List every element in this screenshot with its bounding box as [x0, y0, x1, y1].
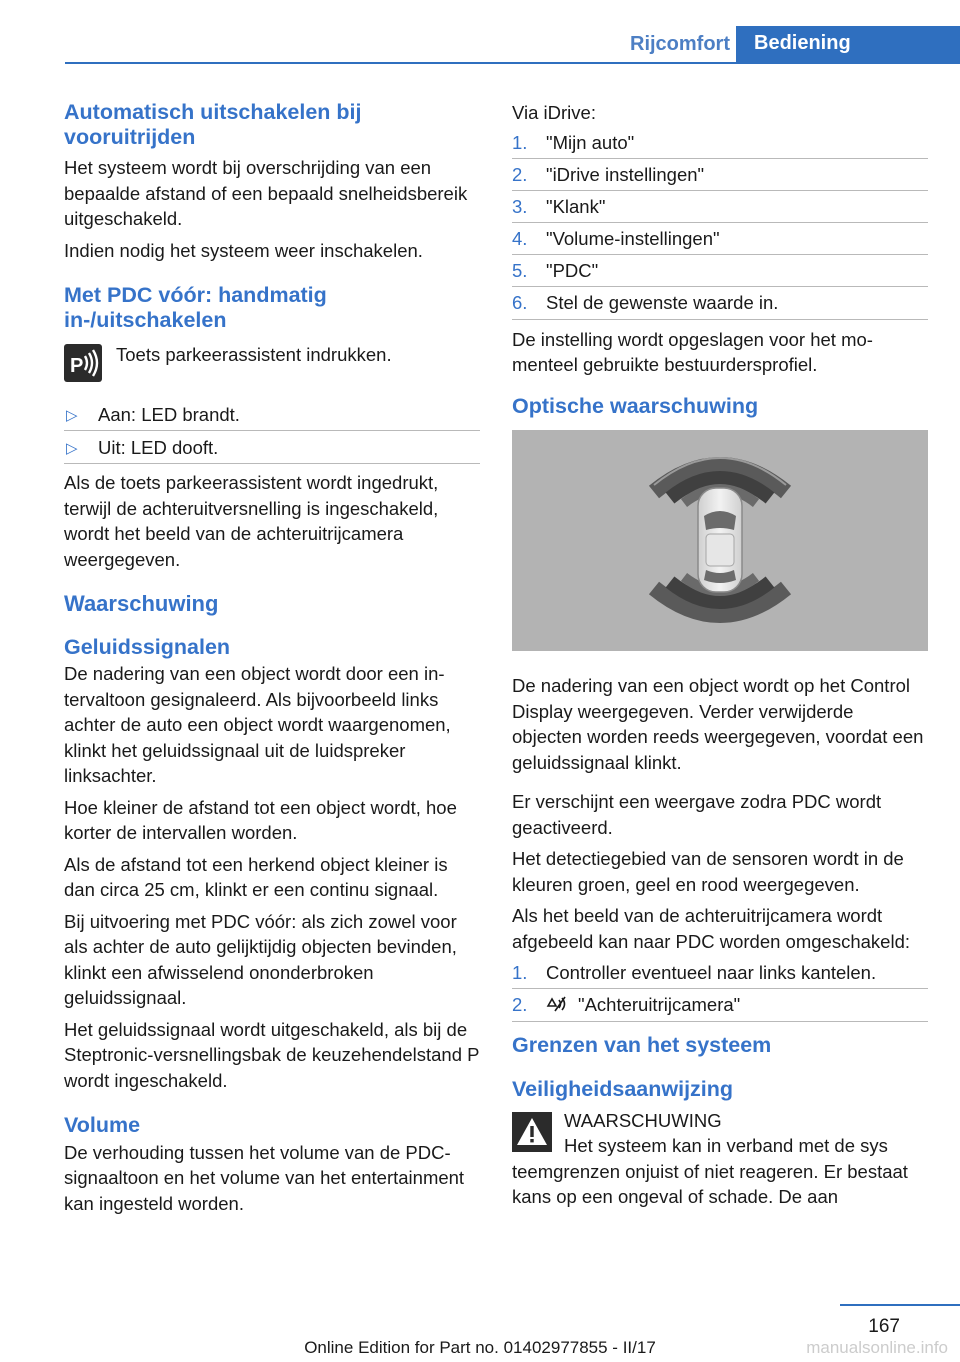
heading-warning: Waarschuwing	[64, 591, 219, 616]
list-item: 6. Stel de gewenste waarde in.	[512, 290, 928, 322]
left-column	[64, 100, 480, 1222]
warning-text-line1: Het systeem kan in verband met de sys	[564, 1135, 888, 1156]
heading-optical: Optische waarschuwing	[512, 393, 759, 418]
watermark: manualsonline.info	[806, 1338, 948, 1357]
para-sound-1: De nadering van een object wordt door een intervaltoon gesignaleerd. Als bijvoorbeeld links achter de auto een object wordt waargenomen, klinkt het geluidssignaal uit de luidspreker linksachter.	[64, 663, 451, 786]
list-item: 5. "PDC"	[512, 258, 928, 290]
para-reenable: Indien nodig het systeem weer inschakelen.	[64, 239, 423, 261]
header-rule	[65, 62, 960, 64]
para-camera: Als de toets parkeerassistent wordt ingedrukt, terwijl de achteruitversnelling is ingeschakeld, wordt het beeld van de achteruitrijcamera weergegeven.	[64, 472, 439, 570]
list-item: 1. "Mijn auto"	[512, 130, 928, 162]
heading-limits: Grenzen van het systeem	[512, 1032, 772, 1057]
heading-auto-off: Automatisch uitschakelen bij vooruitrijden	[64, 100, 362, 149]
list-item: 3. "Klank"	[512, 194, 928, 226]
list-item: ▷ Uit: LED dooft.	[64, 435, 480, 468]
svg-text:P: P	[70, 355, 84, 377]
para-sound-2: Hoe kleiner de afstand tot een object wordt, hoe korter de intervallen worden.	[64, 796, 457, 843]
footer-rule	[840, 1304, 960, 1306]
para-saved: De instelling wordt opgeslagen voor het momenteel gebruikte bestuurdersprofiel.	[512, 328, 873, 376]
header-section-tab[interactable]: Rijcomfort	[630, 33, 730, 55]
led-list	[64, 402, 480, 468]
heading-volume: Volume	[64, 1113, 141, 1137]
para-optical-2: Er verschijnt een weergave zodra PDC wordt geactiveerd.	[512, 791, 882, 838]
right-column	[512, 100, 928, 1216]
para-auto-off: Het systeem wordt bij overschrijding van een bepaalde afstand of een bepaald snelheidsbereik uitgeschakeld.	[64, 157, 468, 229]
page-number: 167	[868, 1316, 900, 1337]
list-item: 1. Controller eventueel naar links kantelen.	[512, 960, 928, 992]
warning-box	[512, 1108, 928, 1159]
heading-sound: Geluidssignalen	[64, 634, 231, 659]
para-sound-5: Het geluidssignaal wordt uitgeschakeld, als bij de Steptronic-versnellingsbak de keuzehendelstand P wordt ingeschakeld.	[64, 1018, 480, 1091]
para-volume: De verhouding tussen het volume van de PDC-signaaltoon en het volume van het entertainment kan ingesteld worden.	[64, 1141, 465, 1214]
steps-list-2	[512, 960, 928, 1024]
triangle-bullet-icon: ▷	[66, 407, 78, 424]
para-optical-1: De nadering van een object wordt op het Control Display weergegeven. Verder verwijderde objecten worden reeds weergegeven, voordat een geluidssignaal klinkt.	[512, 675, 924, 773]
list-item: 2. "Achteruitrijcamera"	[512, 992, 928, 1024]
para-optical-3: Het detectiegebied van de sensoren wordt in de kleuren groen, geel en rood weergegeven.	[512, 848, 904, 895]
parking-assist-button-icon	[64, 344, 102, 382]
steps-list	[512, 130, 928, 323]
list-item: 2. "iDrive instellingen"	[512, 162, 928, 194]
list-item: ▷ Aan: LED brandt.	[64, 402, 480, 435]
para-via: Via iDrive:	[512, 102, 596, 123]
button-instruction-text: Toets parkeerassistent indrukken.	[116, 344, 392, 365]
para-sound-3: Als de afstand tot een herkend object kleiner is dan circa 25 cm, klinkt er een continu signaal.	[64, 853, 448, 900]
warning-icon	[512, 1112, 552, 1152]
warning-text-cont: teemgrenzen onjuist of niet reageren. Er bestaat kans op een ongeval of schade. De aan	[512, 1160, 908, 1207]
heading-safety: Veiligheidsaanwijzing	[512, 1077, 734, 1101]
list-item: 4. "Volume-instellingen"	[512, 226, 928, 258]
header-chapter-tab[interactable]: Bediening	[736, 26, 960, 62]
triangle-bullet-icon: ▷	[66, 440, 78, 457]
pdc-display-illustration	[512, 430, 928, 651]
para-sound-4: Bij uitvoering met PDC vóór: als zich zowel voor als achter de auto gelijktijdig objecten bevinden, klinkt een afwisselend ononderbroken geluidssignaal.	[64, 910, 457, 1008]
para-optical-4: Als het beeld van de achteruitrijcamera wordt afgebeeld kan naar PDC worden omgeschakeld:	[512, 905, 910, 952]
rear-camera-icon	[546, 994, 568, 1012]
button-instruction	[64, 342, 480, 386]
edition-line: Online Edition for Part no. 01402977855 - II/17	[304, 1338, 656, 1357]
warning-title: WAARSCHUWING	[564, 1109, 722, 1131]
heading-manual: Met PDC vóór: handmatig in-/uitschakelen	[64, 283, 327, 332]
